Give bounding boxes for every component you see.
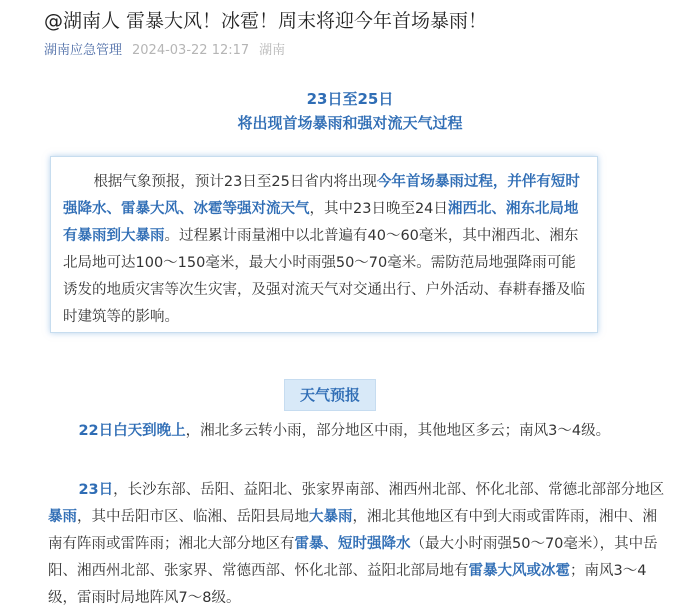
summary-text: ，其中23日晚至24日	[309, 201, 448, 217]
forecast-text: ，湘北多云转小雨，部分地区中雨，其他地区多云；南风3～4级。	[185, 423, 611, 439]
forecast-text: ，湘北其他地区有中到大雨或雷阵雨，湘中、湘南有阵雨或雷阵雨；湘北大部分地区有	[48, 509, 657, 552]
section-date-range: 23日至25日	[306, 90, 394, 108]
forecast-text: ，其中岳阳市区、临湘、岳阳县局地	[77, 509, 309, 525]
section-headline: 将出现首场暴雨和强对流天气过程	[237, 114, 463, 132]
forecast-day-label: 23日	[78, 482, 114, 498]
publish-location: 湖南	[259, 43, 286, 58]
summary-box	[50, 156, 598, 333]
summary-highlight: 今年首场暴雨过程，并伴有短时强降水、雷暴大风、冰雹等强对流天气	[63, 174, 580, 217]
summary-text: 。过程累计雨量湘中以北普遍有40～60毫米，其中湘西北、湘东北局地可达100～150毫米，最大小时雨强50～70毫米。需防范局地强降雨可能诱发的地质灾害等次生灾害，及强对流天气对交通出行、户外活动、春耕春播及临时建筑等的影响。	[63, 228, 585, 325]
forecast-text: ；南风3～4级，雷雨时局地阵风7～8级。	[48, 563, 647, 606]
forecast-highlight: 雷暴、短时强降水	[294, 536, 411, 552]
forecast-text: ，长沙东部、岳阳、益阳北、张家界南部、湘西州北部、怀化北部、常德北部部分地区	[113, 482, 665, 498]
forecast-text: （最大小时雨强50～70毫米），其中岳阳、湘西州北部、张家界、常德西部、怀化北部、益阳北部局地有	[48, 536, 658, 579]
forecast-label: 天气预报	[284, 379, 376, 411]
article-meta	[44, 42, 285, 60]
summary-paragraph	[63, 169, 587, 331]
source-link[interactable]: 湖南应急管理	[44, 43, 123, 58]
summary-text: 根据气象预报，预计23日至25日省内将出现	[93, 174, 377, 190]
forecast-highlight: 暴雨	[48, 509, 77, 525]
publish-time: 2024-03-22 12:17	[132, 43, 250, 58]
forecast-paragraph-22	[48, 418, 668, 445]
forecast-day-label: 22日白天到晚上	[78, 423, 186, 439]
forecast-highlight: 大暴雨	[309, 509, 353, 525]
forecast-paragraph-23	[48, 477, 668, 612]
summary-highlight: 湘西北、湘东北局地有暴雨到大暴雨	[63, 201, 579, 244]
article-title: @湖南人 雷暴大风！冰雹！周末将迎今年首场暴雨！	[44, 10, 488, 32]
forecast-highlight: 雷暴大风或冰雹	[468, 563, 570, 579]
